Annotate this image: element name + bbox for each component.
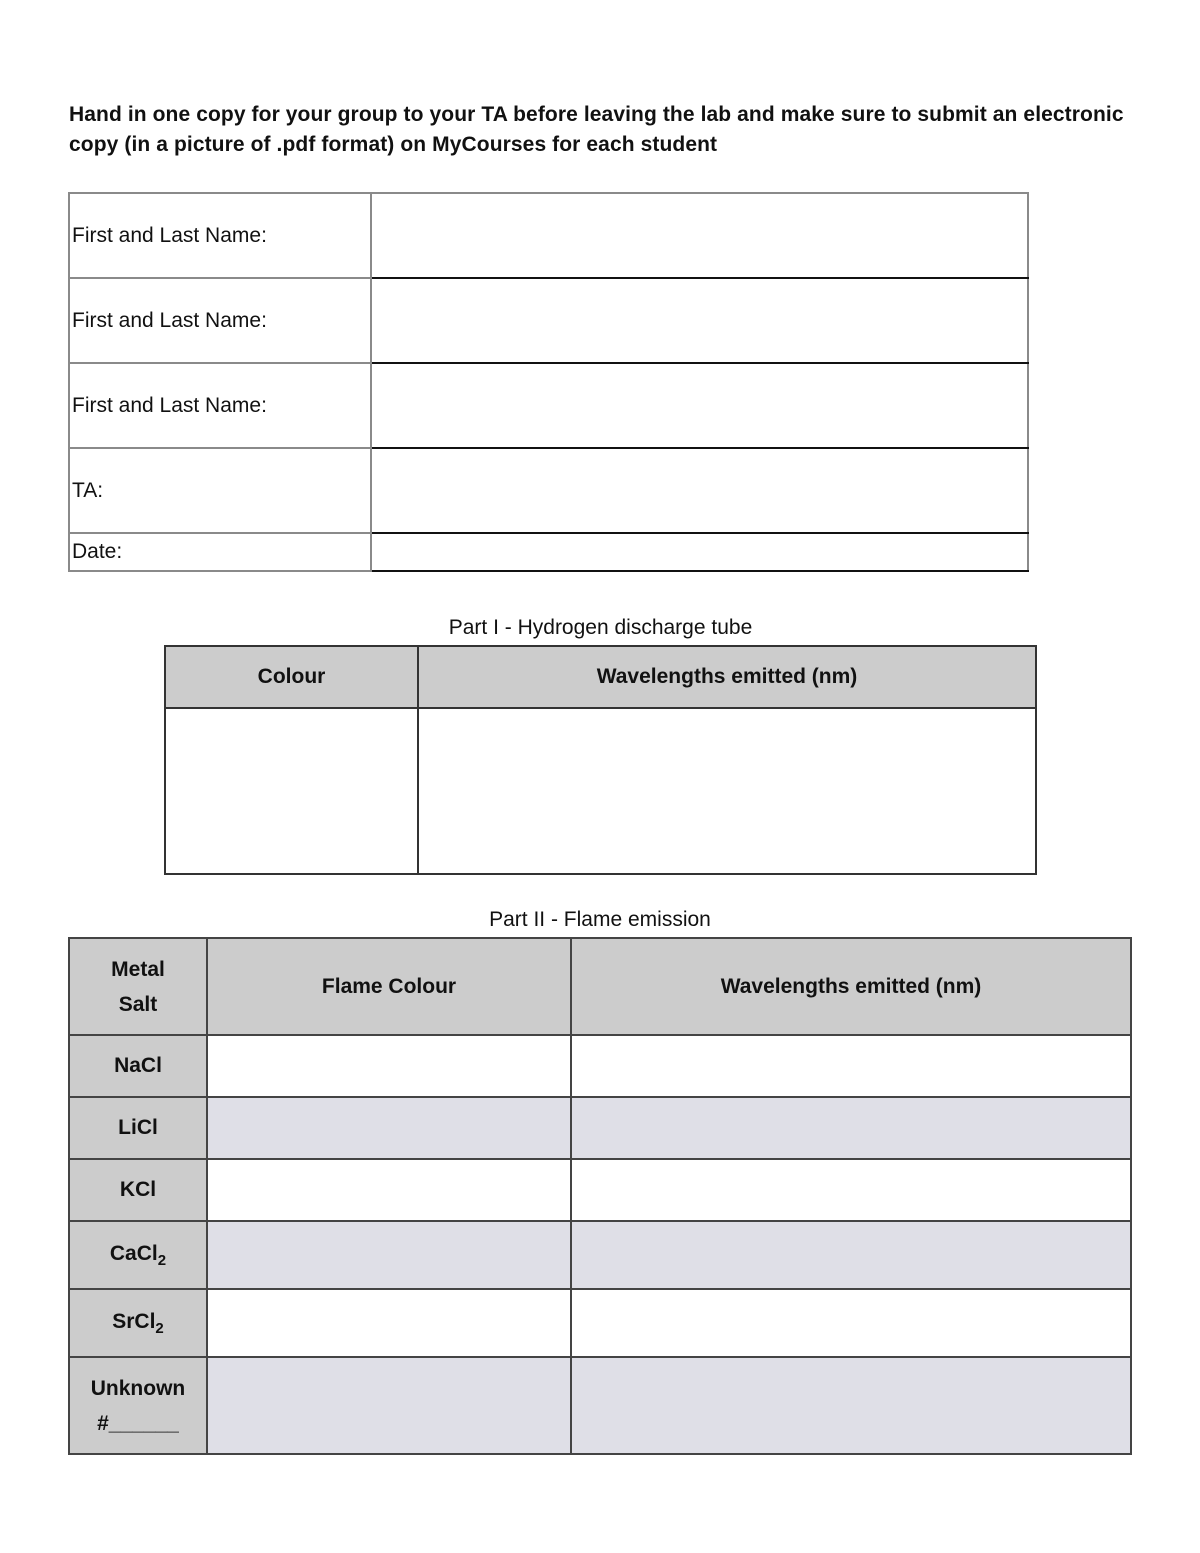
wavelengths-cell[interactable]	[571, 1221, 1131, 1289]
table-row	[69, 1357, 1131, 1454]
wavelengths-cell[interactable]	[418, 708, 1036, 874]
salt-label	[69, 1097, 207, 1159]
table-row	[69, 1035, 1131, 1097]
info-label: First and Last Name:	[69, 193, 371, 278]
salt-name: NaCl	[114, 1054, 162, 1077]
salt-label	[69, 1289, 207, 1357]
info-row	[69, 363, 1028, 448]
column-header-flame-colour: Flame Colour	[207, 938, 571, 1035]
colour-cell[interactable]	[165, 708, 418, 874]
salt-label	[69, 1221, 207, 1289]
name-field-1[interactable]	[371, 193, 1028, 278]
info-label: Date:	[69, 533, 371, 571]
salt-name: CaCl	[109, 1241, 158, 1265]
info-label: First and Last Name:	[69, 363, 371, 448]
part2-caption: Part II - Flame emission	[489, 908, 711, 931]
metal-salt-header-line1: Metal	[111, 957, 165, 981]
ta-field[interactable]	[371, 448, 1028, 533]
salt-label	[69, 1159, 207, 1221]
name-field-3[interactable]	[371, 363, 1028, 448]
name-field-2[interactable]	[371, 278, 1028, 363]
date-field[interactable]	[371, 533, 1028, 571]
flame-colour-cell[interactable]	[207, 1357, 571, 1454]
column-header-colour: Colour	[165, 646, 418, 708]
column-header-wavelengths: Wavelengths emitted (nm)	[418, 646, 1036, 708]
flame-colour-cell[interactable]	[207, 1289, 571, 1357]
metal-salt-header-line2: Salt	[118, 992, 158, 1016]
part2-header-row	[69, 938, 1131, 1035]
salt-name: Unknown	[90, 1376, 186, 1400]
salt-subscript: 2	[157, 1251, 167, 1269]
wavelengths-cell[interactable]	[571, 1289, 1131, 1357]
salt-label	[69, 1035, 207, 1097]
group-info-table	[68, 192, 1029, 572]
column-header-metal-salt	[69, 938, 207, 1035]
table-row	[165, 708, 1036, 874]
salt-name: SrCl	[112, 1309, 156, 1333]
info-row	[69, 193, 1028, 278]
table-row	[69, 1221, 1131, 1289]
flame-colour-cell[interactable]	[207, 1035, 571, 1097]
flame-colour-cell[interactable]	[207, 1159, 571, 1221]
info-row	[69, 278, 1028, 363]
column-header-wavelengths: Wavelengths emitted (nm)	[571, 938, 1131, 1035]
flame-colour-cell[interactable]	[207, 1221, 571, 1289]
part1-header-row	[165, 646, 1036, 708]
table-row	[69, 1097, 1131, 1159]
flame-colour-cell[interactable]	[207, 1097, 571, 1159]
wavelengths-cell[interactable]	[571, 1097, 1131, 1159]
salt-name: KCl	[119, 1178, 157, 1201]
part1-table	[164, 645, 1037, 875]
table-row	[69, 1159, 1131, 1221]
part1-caption: Part I - Hydrogen discharge tube	[448, 616, 753, 639]
salt-label	[69, 1357, 207, 1454]
wavelengths-cell[interactable]	[571, 1357, 1131, 1454]
unknown-number-blank[interactable]: #______	[97, 1411, 179, 1435]
info-row	[69, 533, 1028, 571]
wavelengths-cell[interactable]	[571, 1159, 1131, 1221]
instructions-text: Hand in one copy for your group to your TA before leaving the lab and make sure to submit an electronic copy (in a picture of .pdf format) on MyCourses for each student	[69, 103, 1124, 156]
wavelengths-cell[interactable]	[571, 1035, 1131, 1097]
part2-table	[68, 937, 1132, 1455]
salt-name: LiCl	[118, 1116, 158, 1139]
info-label: TA:	[69, 448, 371, 533]
info-label: First and Last Name:	[69, 278, 371, 363]
salt-subscript: 2	[155, 1319, 164, 1337]
info-row	[69, 448, 1028, 533]
table-row	[69, 1289, 1131, 1357]
